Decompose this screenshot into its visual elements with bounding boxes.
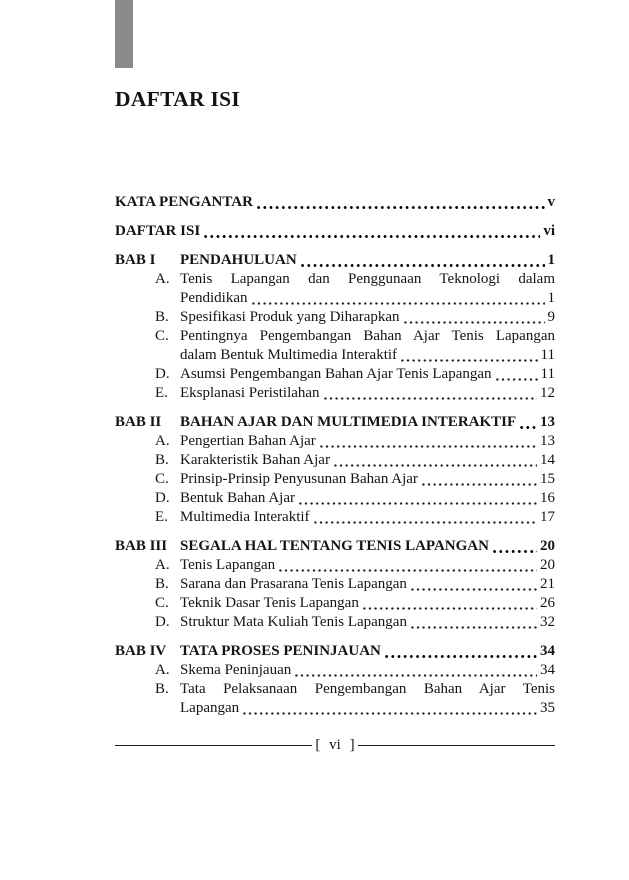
toc-page-number: 13 bbox=[540, 414, 555, 430]
toc-subentry bbox=[115, 308, 555, 327]
table-of-contents bbox=[115, 193, 555, 718]
toc-page-number: 26 bbox=[540, 595, 555, 611]
subentry-letter: A. bbox=[155, 557, 170, 573]
toc-page-number: vi bbox=[543, 223, 555, 239]
dot-leader bbox=[496, 365, 538, 384]
subentry-letter: A. bbox=[155, 271, 170, 287]
dot-leader bbox=[493, 537, 537, 556]
toc-page-number: 32 bbox=[540, 614, 555, 630]
toc-chapter-entry bbox=[115, 642, 555, 661]
dot-leader bbox=[324, 384, 537, 403]
toc-entry-label: KATA PENGANTAR bbox=[115, 194, 253, 210]
dot-leader bbox=[385, 642, 537, 661]
toc-subentry bbox=[115, 432, 555, 451]
subentry-text: Prinsip-Prinsip Penyusunan Bahan Ajar bbox=[180, 471, 418, 487]
toc-subentry bbox=[115, 508, 555, 527]
chapter-number: BAB III bbox=[115, 538, 168, 554]
toc-page-number: v bbox=[547, 194, 555, 210]
subentry-text-line1: Tata Pelaksanaan Pengembangan Bahan Ajar Tenis bbox=[180, 681, 555, 697]
toc-page-number: 1 bbox=[547, 252, 555, 268]
subentry-text: Pengertian Bahan Ajar bbox=[180, 433, 316, 449]
subentry-letter: A. bbox=[155, 433, 170, 449]
dot-leader bbox=[252, 289, 545, 308]
toc-page-number: 20 bbox=[540, 538, 555, 554]
chapter-number: BAB I bbox=[115, 252, 156, 268]
footer-page-number: [ vi ] bbox=[315, 737, 355, 753]
toc-page-number: 34 bbox=[540, 662, 555, 678]
dot-leader bbox=[411, 575, 537, 594]
subentry-text-line1: Pentingnya Pengembangan Bahan Ajar Tenis Lapangan bbox=[180, 328, 555, 344]
toc-subentry bbox=[115, 661, 555, 680]
toc-subentry bbox=[115, 270, 555, 308]
toc-subentry bbox=[115, 384, 555, 403]
page-footer bbox=[115, 736, 555, 755]
dot-leader bbox=[320, 432, 537, 451]
subentry-text: Karakteristik Bahan Ajar bbox=[180, 452, 330, 468]
subentry-text: Skema Peninjauan bbox=[180, 662, 292, 678]
chapter-number: BAB IV bbox=[115, 643, 167, 659]
dot-leader bbox=[411, 613, 537, 632]
toc-subentry bbox=[115, 489, 555, 508]
toc-page-number: 13 bbox=[540, 433, 555, 449]
subentry-body bbox=[180, 270, 555, 308]
dot-leader bbox=[404, 308, 545, 327]
dot-leader bbox=[401, 346, 538, 365]
subentry-text-line1: Tenis Lapangan dan Penggunaan Teknologi dalam bbox=[180, 271, 555, 287]
subentry-letter: D. bbox=[155, 366, 170, 382]
page-content bbox=[115, 0, 555, 718]
dot-leader bbox=[422, 470, 537, 489]
subentry-text-line2: dalam Bentuk Multimedia Interaktif bbox=[180, 347, 398, 363]
chapter-title: TATA PROSES PENINJAUAN bbox=[180, 643, 381, 659]
subentry-text-line2: Pendidikan bbox=[180, 290, 248, 306]
toc-page-number: 15 bbox=[540, 471, 555, 487]
dot-leader bbox=[363, 594, 537, 613]
toc-subentry bbox=[115, 451, 555, 470]
subentry-letter: E. bbox=[155, 509, 168, 525]
page-title: DAFTAR ISI bbox=[115, 87, 241, 111]
subentry-letter: C. bbox=[155, 328, 169, 344]
toc-page-number: 11 bbox=[540, 366, 555, 382]
toc-chapter-entry bbox=[115, 251, 555, 270]
toc-page-number: 9 bbox=[547, 309, 555, 325]
toc-subentry bbox=[115, 556, 555, 575]
subentry-letter: C. bbox=[155, 595, 169, 611]
dot-leader bbox=[520, 413, 537, 432]
subentry-text: Eksplanasi Peristilahan bbox=[180, 385, 320, 401]
dot-leader bbox=[204, 222, 540, 241]
toc-subentry bbox=[115, 575, 555, 594]
toc-page-number: 1 bbox=[547, 290, 555, 306]
toc-page-number: 35 bbox=[540, 700, 555, 716]
toc-page-number: 21 bbox=[540, 576, 555, 592]
dot-leader bbox=[334, 451, 537, 470]
subentry-text: Asumsi Pengembangan Bahan Ajar Tenis Lapangan bbox=[180, 366, 492, 382]
subentry-text: Spesifikasi Produk yang Diharapkan bbox=[180, 309, 400, 325]
footer-rule-right bbox=[358, 745, 555, 746]
subentry-body bbox=[180, 327, 555, 365]
toc-chapter-entry bbox=[115, 537, 555, 556]
subentry-text: Teknik Dasar Tenis Lapangan bbox=[180, 595, 359, 611]
dot-leader bbox=[301, 251, 545, 270]
subentry-text: Multimedia Interaktif bbox=[180, 509, 310, 525]
dot-leader bbox=[314, 508, 537, 527]
toc-entry-label: DAFTAR ISI bbox=[115, 223, 201, 239]
subentry-letter: D. bbox=[155, 490, 170, 506]
dot-leader bbox=[257, 193, 545, 212]
toc-subentry bbox=[115, 613, 555, 632]
dot-leader bbox=[299, 489, 537, 508]
chapter-title: PENDAHULUAN bbox=[180, 252, 297, 268]
toc-subentry bbox=[115, 365, 555, 384]
toc-subentry bbox=[115, 470, 555, 489]
subentry-letter: E. bbox=[155, 385, 168, 401]
toc-entry bbox=[115, 222, 555, 241]
chapter-number: BAB II bbox=[115, 414, 162, 430]
toc-chapter-entry bbox=[115, 413, 555, 432]
dot-leader bbox=[295, 661, 537, 680]
subentry-letter: B. bbox=[155, 309, 169, 325]
subentry-text-line2: Lapangan bbox=[180, 700, 240, 716]
subentry-text: Bentuk Bahan Ajar bbox=[180, 490, 295, 506]
footer-rule-left bbox=[115, 745, 312, 746]
subentry-text: Sarana dan Prasarana Tenis Lapangan bbox=[180, 576, 407, 592]
toc-subentry bbox=[115, 327, 555, 365]
subentry-letter: B. bbox=[155, 452, 169, 468]
toc-subentry bbox=[115, 680, 555, 718]
subentry-letter: B. bbox=[155, 576, 169, 592]
toc-page-number: 12 bbox=[540, 385, 555, 401]
subentry-letter: B. bbox=[155, 681, 169, 697]
toc-entry bbox=[115, 193, 555, 212]
subentry-letter: C. bbox=[155, 471, 169, 487]
subentry-letter: A. bbox=[155, 662, 170, 678]
subentry-body bbox=[180, 680, 555, 718]
toc-subentry bbox=[115, 594, 555, 613]
dot-leader bbox=[279, 556, 537, 575]
subentry-letter: D. bbox=[155, 614, 170, 630]
chapter-title: SEGALA HAL TENTANG TENIS LAPANGAN bbox=[180, 538, 489, 554]
subentry-text: Tenis Lapangan bbox=[180, 557, 276, 573]
dot-leader bbox=[243, 699, 537, 718]
chapter-title: BAHAN AJAR DAN MULTIMEDIA INTERAKTIF bbox=[180, 414, 517, 430]
toc-page-number: 20 bbox=[540, 557, 555, 573]
toc-page-number: 16 bbox=[540, 490, 555, 506]
subentry-text: Struktur Mata Kuliah Tenis Lapangan bbox=[180, 614, 407, 630]
toc-page-number: 34 bbox=[540, 643, 555, 659]
toc-page-number: 17 bbox=[540, 509, 555, 525]
toc-page-number: 11 bbox=[540, 347, 555, 363]
toc-page-number: 14 bbox=[540, 452, 555, 468]
